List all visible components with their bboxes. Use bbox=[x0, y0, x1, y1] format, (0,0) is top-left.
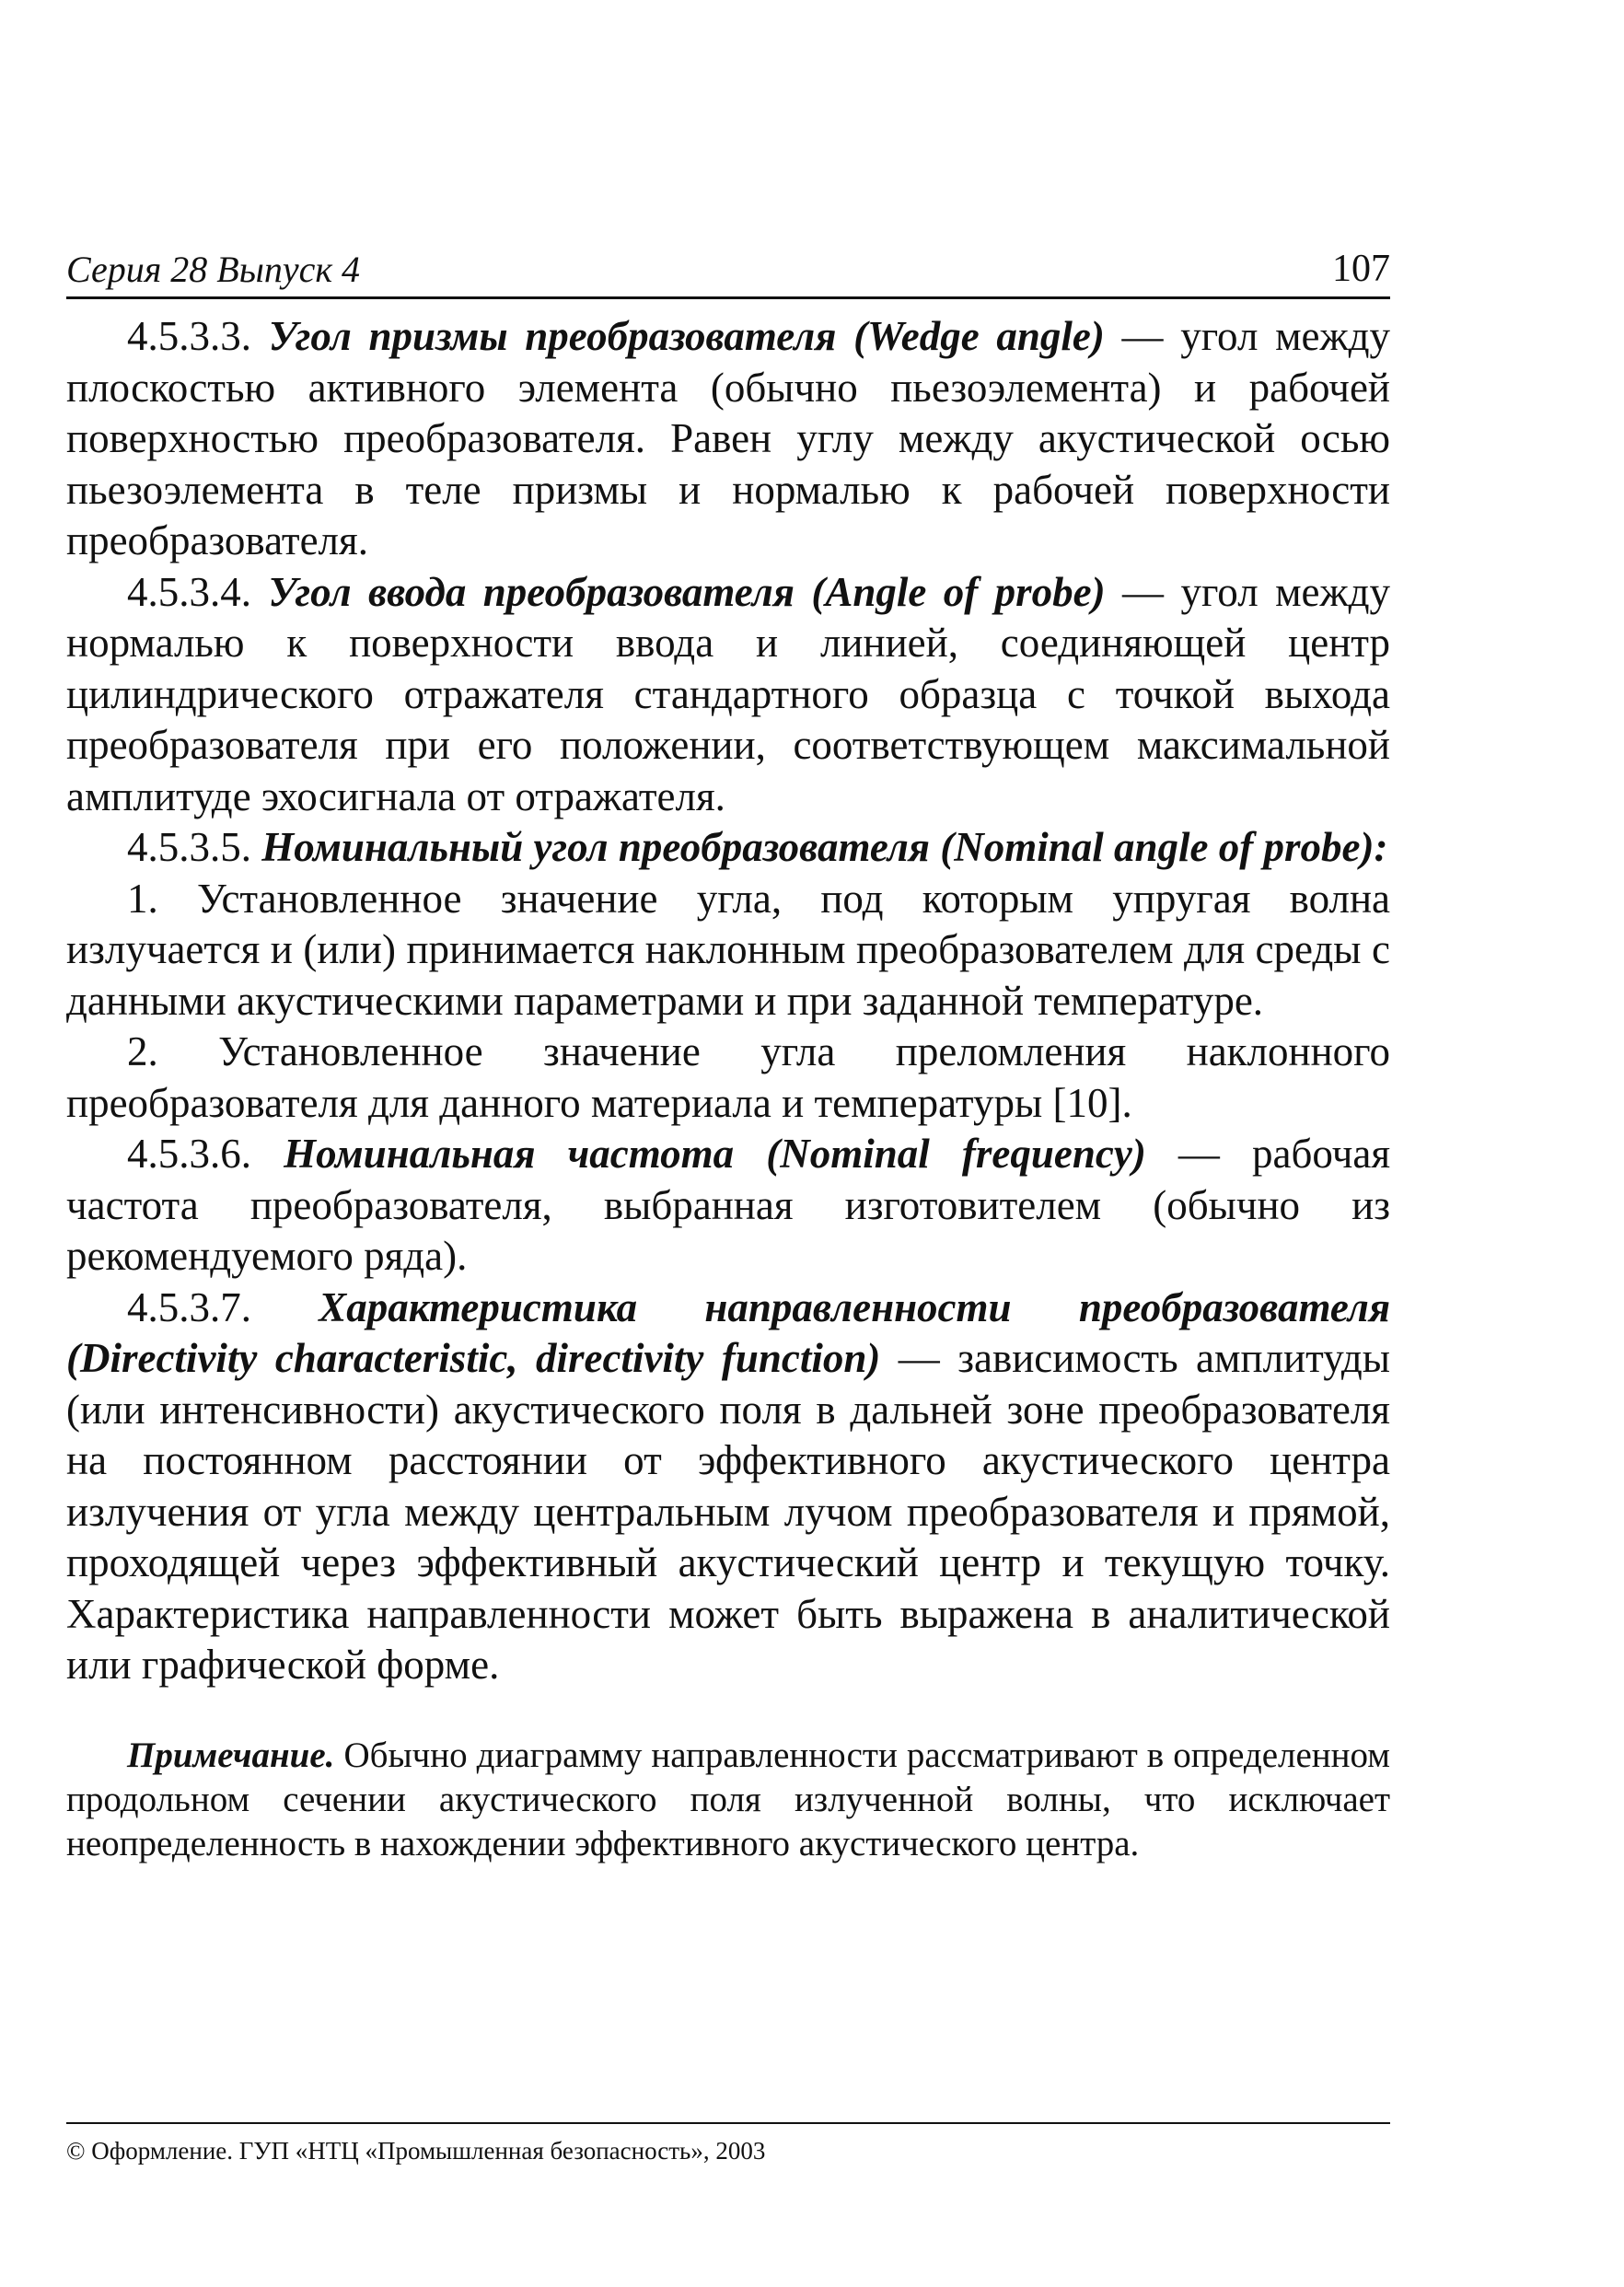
term: Угол ввода преобразователя (Angle of probe) bbox=[268, 568, 1106, 615]
page-footer bbox=[66, 2122, 1390, 2165]
definition: — рабочая частота преобразователя, выбранная изготовителем (обычно из рекомендуемого ряда). bbox=[66, 1131, 1391, 1279]
list-item-1 bbox=[66, 874, 1390, 1027]
main-text bbox=[66, 311, 1390, 1902]
section-number: 4.5.3.6. bbox=[127, 1131, 251, 1177]
term: Характеристика направленности преобразователя (Directivity characteristic, directivity function) bbox=[66, 1283, 1391, 1381]
definition: 1. Установленное значение угла, под которым упругая волна излучается и (или) принимается наклонным преобразователем для среды с данными акустическими параметрами и при заданной температуре. bbox=[66, 875, 1390, 1024]
section-4-5-3-4 bbox=[66, 567, 1390, 823]
section-4-5-3-3 bbox=[66, 311, 1390, 567]
section-4-5-3-7 bbox=[66, 1283, 1390, 1691]
section-4-5-3-6 bbox=[66, 1129, 1390, 1283]
term: Номинальная частота (Nominal frequency) bbox=[284, 1131, 1146, 1177]
definition: — угол между нормалью к поверхности ввода и линией, соединяющей центр цилиндрического отражателя стандартного образца с точкой выхода преобразователя при его положении, соответствующем максимальной амплитуде эхосигнала от отражателя. bbox=[66, 568, 1391, 819]
definition: — угол между плоскостью активного элемента (обычно пьезоэлемента) и рабочей поверхностью преобразователя. Равен углу между акустической осью пьезоэлемента в теле призмы и нормалью к рабочей поверхности преобразователя. bbox=[66, 313, 1391, 563]
term: Номинальный угол преобразователя (Nominal angle of probe): bbox=[261, 824, 1388, 870]
note-text: Обычно диаграмму направленности рассматривают в определенном продольном сечении акустического поля излученной волны, что исключает неопределенность в нахождении эффективного акустического центра. bbox=[66, 1735, 1390, 1863]
section-number: 4.5.3.4. bbox=[127, 568, 251, 615]
running-header bbox=[66, 241, 1390, 299]
section-number: 4.5.3.3. bbox=[127, 313, 251, 359]
list-item-2 bbox=[66, 1027, 1390, 1129]
term: Угол призмы преобразователя (Wedge angle) bbox=[268, 313, 1105, 359]
definition: — зависимость амплитуды (или интенсивности) акустического поля в дальней зоне преобразователя на постоянном расстоянии от эффективного акустического центра излучения от угла между центральным лучом преобразователя и прямой, проходящей через эффективный акустический центр и текущую точку. Характеристика направленности может быть выражена в аналитической или графической форме. bbox=[66, 1335, 1390, 1688]
section-number: 4.5.3.7. bbox=[127, 1283, 251, 1330]
section-number: 4.5.3.5. bbox=[127, 824, 251, 870]
note-label: Примечание. bbox=[127, 1735, 335, 1775]
copyright-text: © Оформление. ГУП «НТЦ «Промышленная безопасность», 2003 bbox=[66, 2137, 766, 2165]
page-number: 107 bbox=[1332, 248, 1390, 290]
series-title: Серия 28 Выпуск 4 bbox=[66, 249, 361, 290]
note bbox=[66, 1734, 1390, 1866]
section-4-5-3-5 bbox=[66, 822, 1390, 874]
definition: 2. Установленное значение угла преломления наклонного преобразователя для данного материала и температуры [10]. bbox=[66, 1028, 1390, 1126]
